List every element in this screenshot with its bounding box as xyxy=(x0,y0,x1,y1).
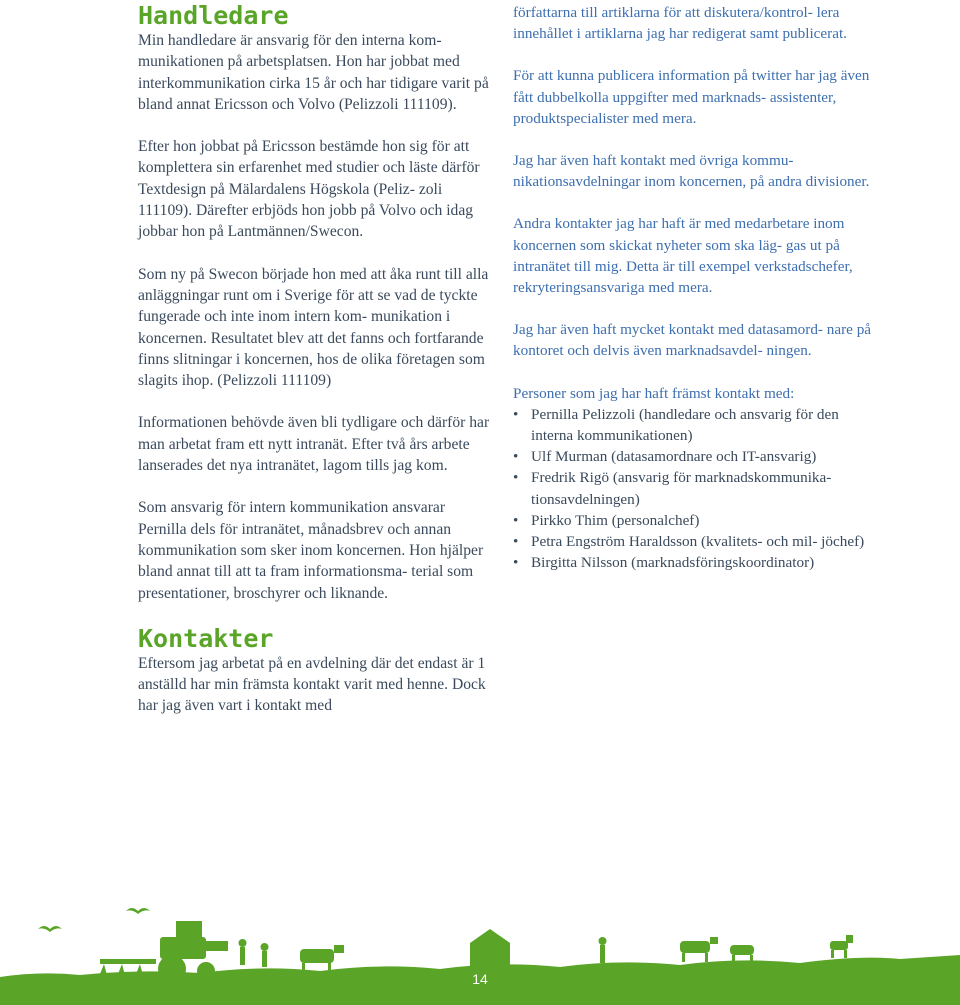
list-item: • Pirkko Thim (personalchef) xyxy=(513,510,875,531)
farm-building-icon xyxy=(470,929,510,967)
paragraph: författarna till artiklarna för att diskutera/kontrol- lera innehållet i artiklarna jag har redigerat samt publicerat. xyxy=(513,4,847,43)
list-item: • Ulf Murman (datasamordnare och IT-ansvarig) xyxy=(513,446,875,467)
list-item: • Petra Engström Haraldsson (kvalitets- och mil- jöchef) xyxy=(513,531,875,552)
bird-icon xyxy=(38,908,494,948)
right-column xyxy=(513,0,875,573)
cow-icon xyxy=(300,945,344,973)
heading-handledare: Handledare xyxy=(138,1,289,30)
page-number: 14 xyxy=(472,971,488,987)
paragraph: Informationen behövde även bli tydligare och därför har man arbetat fram ett nytt intranät. Efter två års arbete lanserades det nya intranätet, lagom tills jag kom. xyxy=(138,414,490,475)
paragraph: Eftersom jag arbetat på en avdelning där det endast är 1 anställd har min främsta kontakt varit med henne. Dock har jag även vart i kontakt med xyxy=(138,654,486,715)
farm-silhouette-illustration xyxy=(0,885,960,1005)
animal-herd-icon xyxy=(680,937,754,963)
list-item: • Pernilla Pelizzoli (handledare och ansvarig för den interna kommunikationen) xyxy=(513,404,875,446)
people-silhouettes xyxy=(239,937,607,967)
paragraph: Min handledare är ansvarig för den interna kom- munikationen på arbetsplatsen. Hon har jobbat med interkommunikation cirka 15 år och har tidigare varit på bland annat Ericsson och Volvo (Pelizzoli 111109). xyxy=(138,32,489,113)
heading-kontakter: Kontakter xyxy=(138,623,274,653)
paragraph: Som ansvarig för intern kommunikation ansvarar Pernilla dels för intranätet, månadsbrev och annan kommunikation som sker inom koncernen. Hon hjälper bland annat till att ta fram informationsma- terial som presentationer, broschyrer och liknande. xyxy=(138,499,484,602)
paragraph: Efter hon jobbat på Ericsson bestämde hon sig för att komplettera sin erfarenhet med studier och läste därför Textdesign på Mälardalens Högskola (Peliz- zoli 111109). Därefter erbjöds hon jobb på Volvo och idag jobbar hon på Lantmännen/Swecon. xyxy=(138,138,480,241)
paragraph: Jag har även haft mycket kontakt med datasamord- nare på kontoret och delvis även marknadsavdel- ningen. xyxy=(513,321,872,360)
list-item: • Fredrik Rigö (ansvarig för marknadskommunika- tionsavdelningen) xyxy=(513,467,875,509)
dog-icon xyxy=(830,935,853,958)
list-item: • Birgitta Nilsson (marknadsföringskoordinator) xyxy=(513,552,875,573)
paragraph: Andra kontakter jag har haft är med medarbetare inom koncernen som skickat nyheter som ska läg- gas ut på intranätet till mig. Detta är till exempel verkstadschefer, rekryteringsansvariga med mera. xyxy=(513,215,853,297)
left-column xyxy=(138,0,494,738)
list-intro: Personer som jag har haft främst kontakt med: xyxy=(513,384,795,402)
paragraph: För att kunna publicera information på twitter har jag även fått dubbelkolla uppgifter med marknads- assistenter, produktspecialister med mera. xyxy=(513,67,870,127)
contact-list xyxy=(513,404,875,574)
paragraph: Som ny på Swecon började hon med att åka runt till alla anläggningar runt om i Sverige för att se vad de tyckte fungerade och inte inom intern kom- munikation i koncernen. Resultatet blev att det fanns och fortfarande finns slitningar i koncernen, hos de olika företagen som slagits ihop. (Pelizzoli 111109) xyxy=(138,265,489,390)
paragraph: Jag har även haft kontakt med övriga kommu- nikationsavdelningar inom koncernen, på andra divisioner. xyxy=(513,152,870,191)
